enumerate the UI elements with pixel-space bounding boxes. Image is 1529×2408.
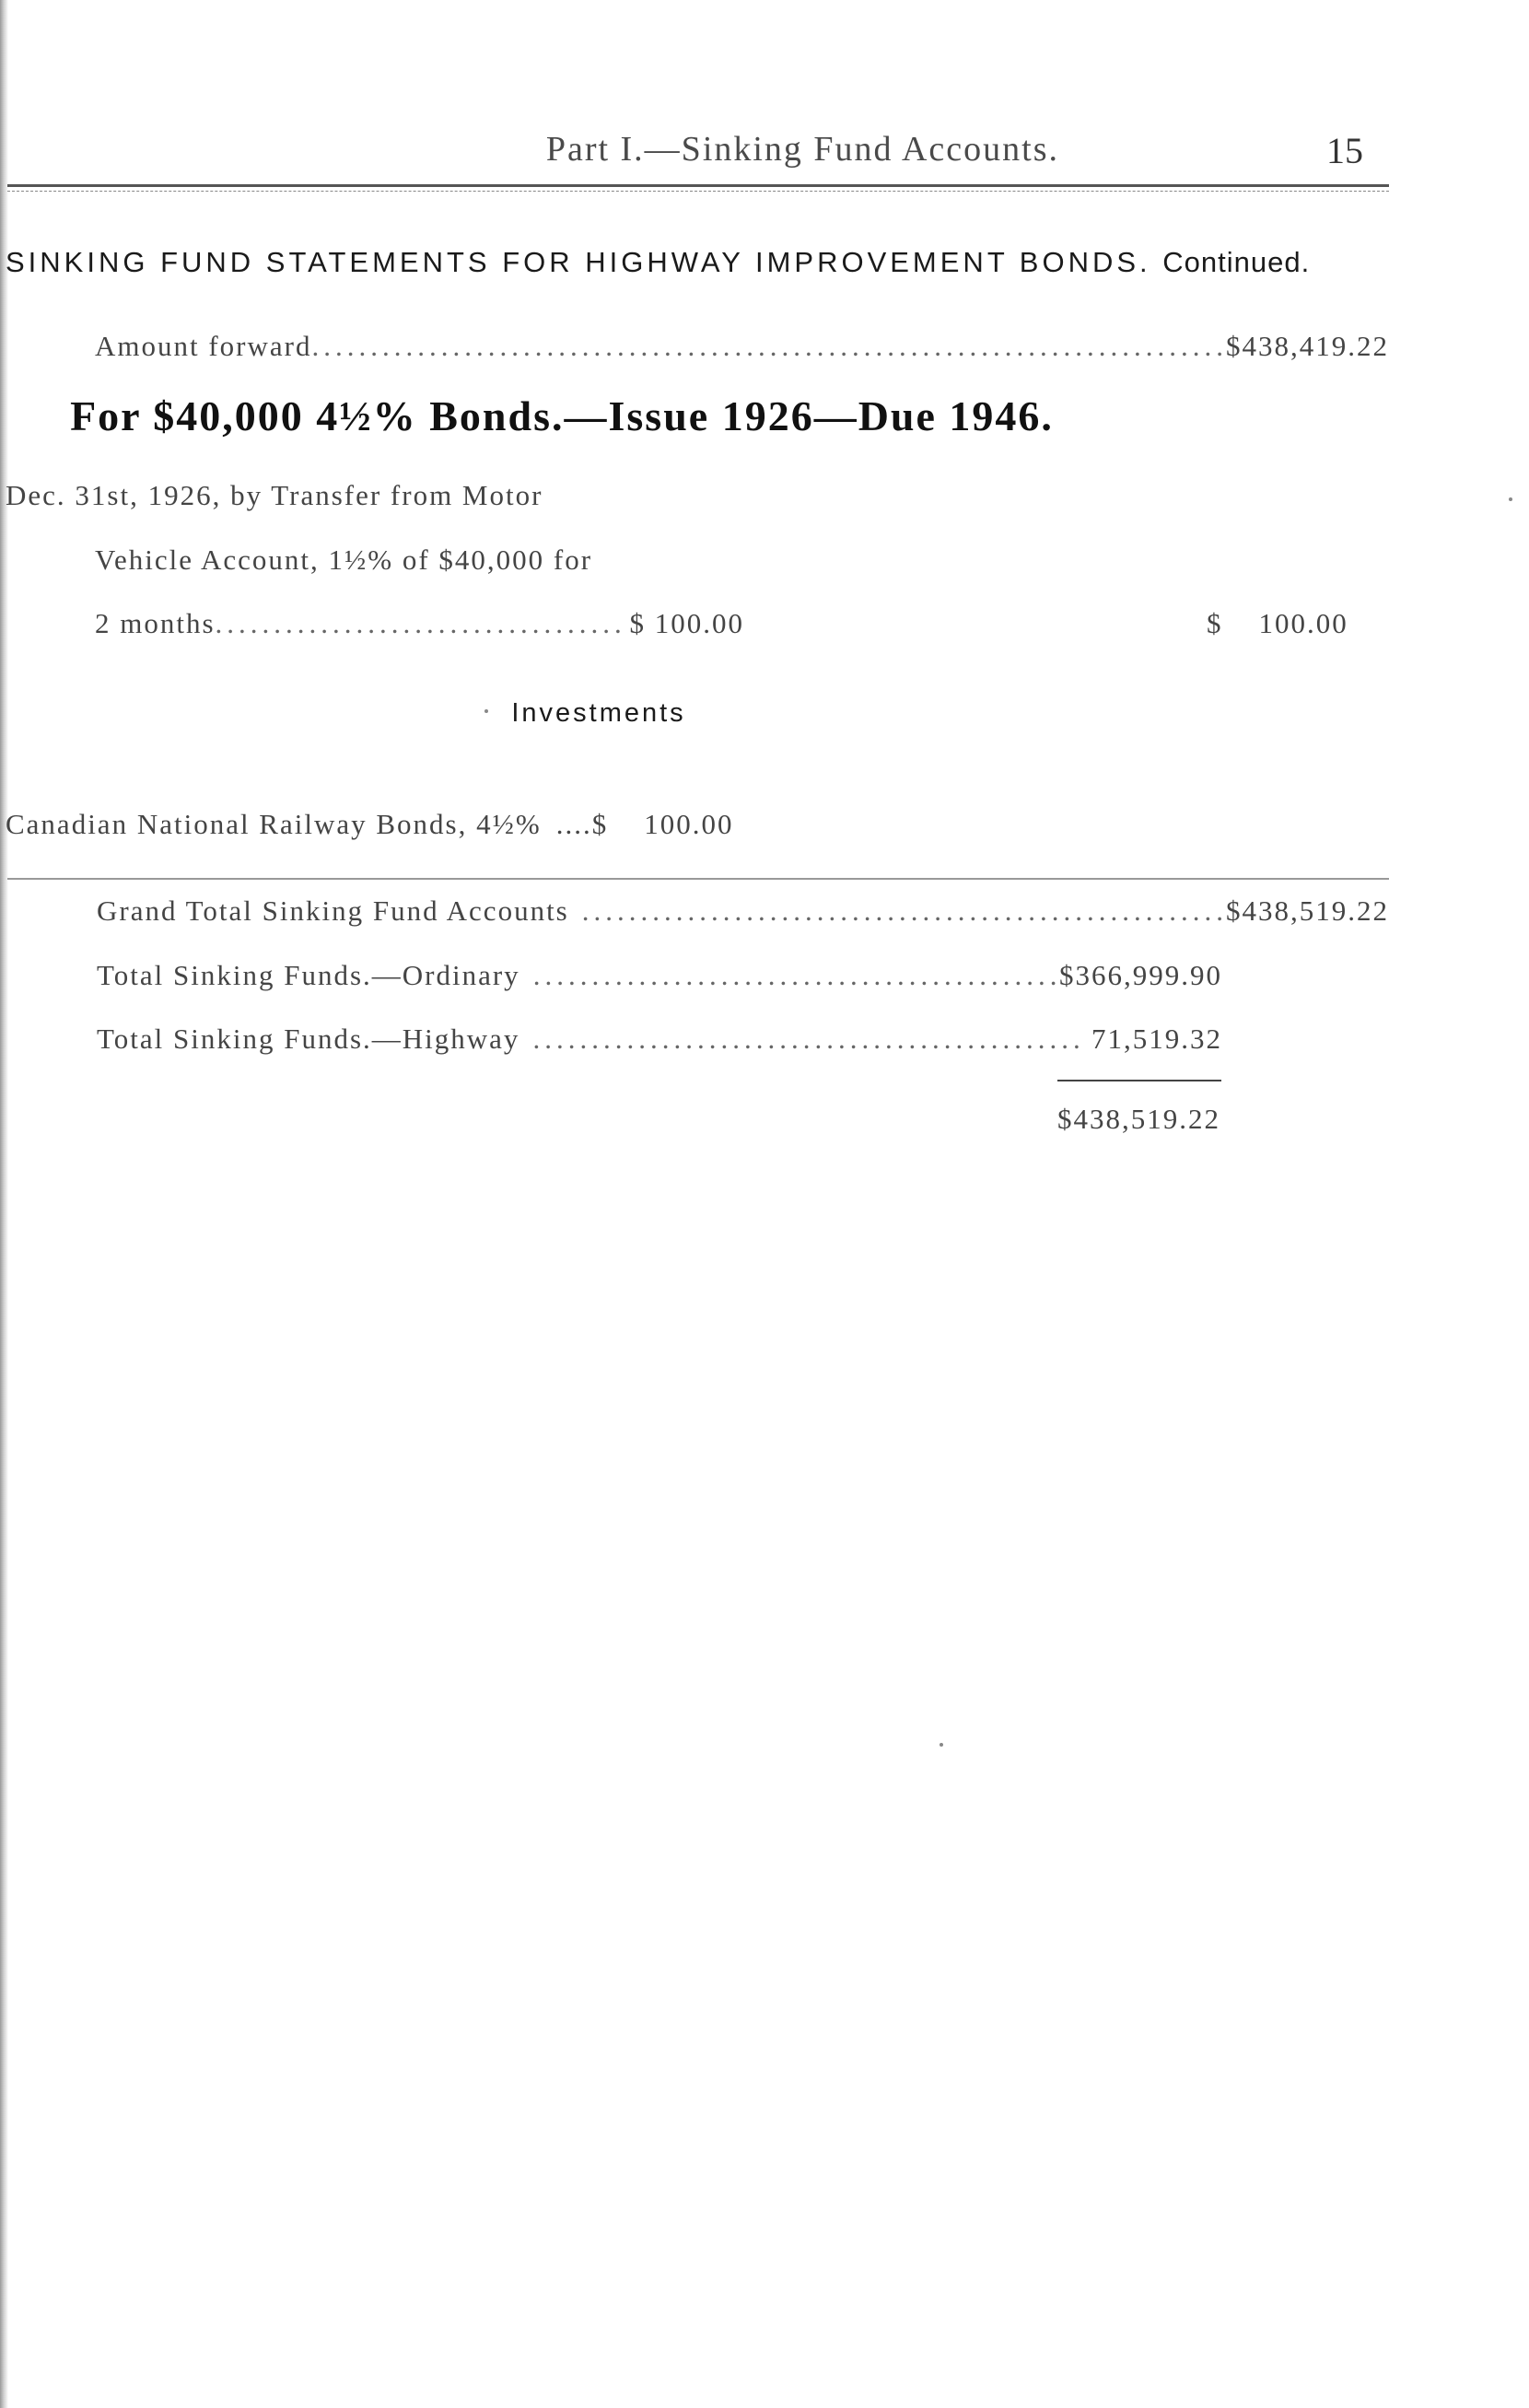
entry-line-2: Vehicle Account, 1½% of $40,000 for	[95, 544, 593, 576]
amount-forward-value: $438,419.22	[1226, 330, 1389, 362]
amount-forward-label: Amount forward	[95, 330, 312, 362]
paper-speck	[1509, 497, 1512, 501]
grand-total-value: $438,519.22	[1226, 894, 1389, 927]
investment-amount: $ 100.00	[591, 808, 734, 840]
ordinary-total-value: $366,999.90	[1059, 959, 1222, 991]
leader-dots	[216, 607, 621, 640]
bond-heading: For $40,000 4½% Bonds.—Issue 1926—Due 1946.	[70, 392, 1054, 439]
page-binding-edge	[0, 0, 8, 2408]
sum-total-value: $438,519.22	[1057, 1103, 1220, 1135]
section-title-text: SINKING FUND STATEMENTS FOR HIGHWAY IMPROVEMENT BONDS.	[6, 246, 1151, 278]
entry-line-1: Dec. 31st, 1926, by Transfer from Motor	[6, 479, 543, 511]
highway-total-value: 71,519.32	[1091, 1023, 1222, 1055]
running-head: Part I.—Sinking Fund Accounts.	[545, 130, 1059, 169]
entry-line-3-row	[95, 607, 744, 640]
entry-total: $ 100.00	[1207, 607, 1348, 639]
investment-dots: ....	[555, 808, 592, 840]
entry-line-3: 2 months	[95, 607, 216, 639]
amount-forward-row	[95, 330, 1389, 363]
page-number: 15	[1326, 130, 1363, 171]
totals-separator-rule	[7, 878, 1389, 880]
paper-speck	[484, 709, 488, 713]
grand-total-label: Grand Total Sinking Fund Accounts	[97, 894, 569, 927]
leader-dots	[582, 894, 1226, 928]
investments-title: Investments	[511, 698, 686, 728]
grand-total-row	[97, 894, 1389, 928]
header-rule-secondary	[7, 191, 1389, 192]
investment-label: Canadian National Railway Bonds, 4½%	[6, 808, 542, 840]
ordinary-total-row	[97, 959, 1222, 992]
paper-speck	[940, 1743, 943, 1747]
leader-dots	[533, 959, 1059, 992]
highway-total-row	[97, 1023, 1222, 1056]
header-rule	[7, 184, 1389, 187]
section-title	[6, 246, 1310, 279]
entry-amount: $ 100.00	[629, 607, 744, 639]
leader-dots	[532, 1023, 1079, 1056]
highway-total-label: Total Sinking Funds.—Highway	[97, 1023, 520, 1055]
sum-rule	[1057, 1080, 1221, 1081]
section-title-continued: Continued.	[1162, 246, 1311, 278]
ordinary-total-label: Total Sinking Funds.—Ordinary	[97, 959, 520, 991]
leader-dots	[311, 330, 1226, 363]
investment-row	[6, 808, 899, 841]
